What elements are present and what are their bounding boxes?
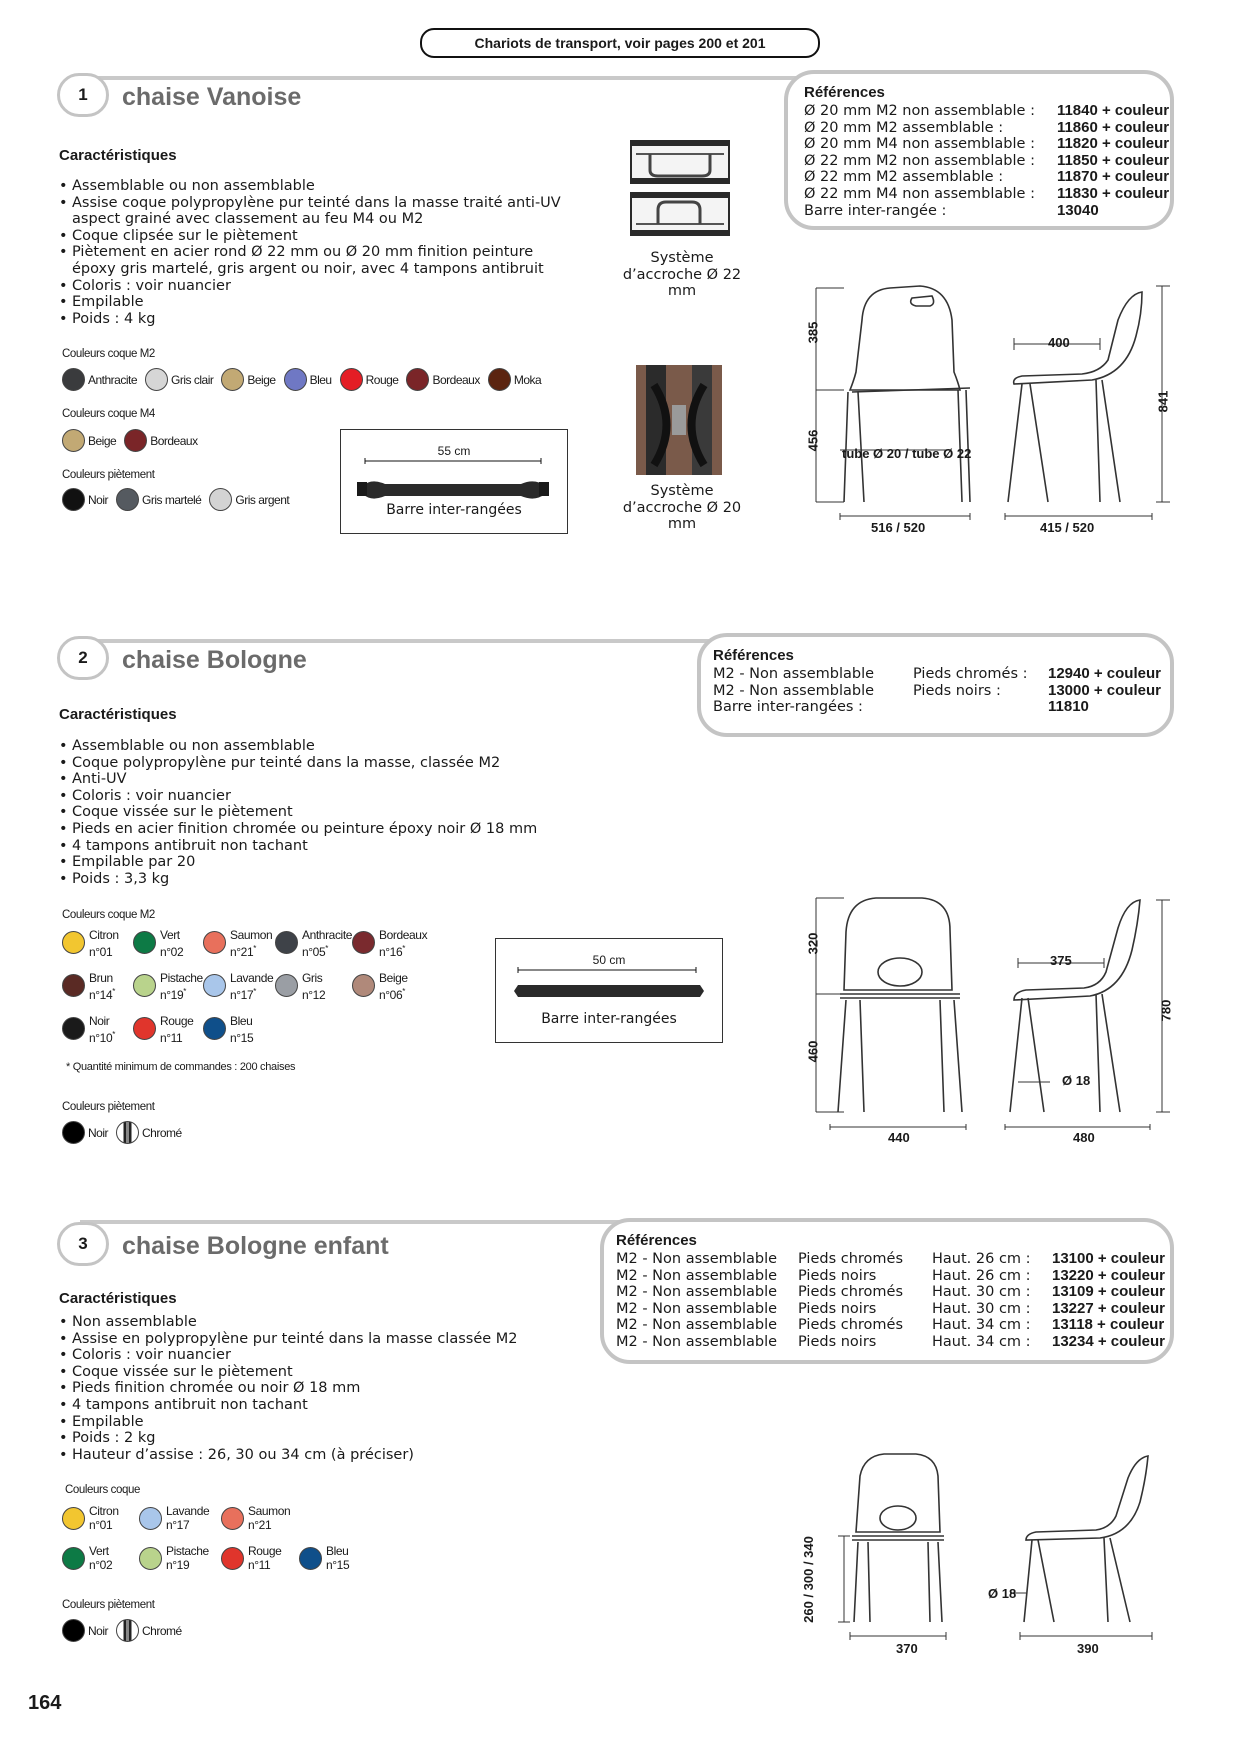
color-name: Lavande: [230, 971, 274, 985]
reference-feet: Pieds noirs: [798, 1267, 877, 1284]
feature-item: • Assemblable ou non assemblable: [59, 738, 619, 755]
reference-code: 13220 + couleur: [1052, 1266, 1165, 1284]
reference-feet: Pieds noirs: [798, 1300, 877, 1317]
product-title: chaise Vanoise: [122, 83, 302, 111]
feature-item: • Pieds en acier finition chromée ou peinture époxy noir Ø 18 mm: [59, 821, 619, 838]
shell-colors-title: Couleurs coque: [65, 1484, 140, 1496]
color-name: Chromé: [142, 1125, 182, 1140]
color-swatch[interactable]: [62, 931, 85, 954]
chair-bologne-drawing: [800, 890, 1190, 1130]
min-order-star: *: [253, 987, 256, 996]
dim-390: 390: [1077, 1641, 1099, 1656]
color-name: Brun: [89, 971, 113, 985]
page-number: 164: [28, 1692, 62, 1714]
reference-code: 11850 + couleur: [1056, 151, 1170, 169]
reference-desc: Ø 20 mm M2 non assemblable :: [804, 103, 1035, 119]
references-title: Références: [616, 1232, 697, 1249]
color-name: Noir: [89, 1014, 110, 1028]
color-swatch-cell[interactable]: [133, 1014, 193, 1045]
shell-colors-title: Couleurs coque M2: [62, 909, 155, 921]
color-swatch-cell[interactable]: [275, 928, 352, 959]
color-swatch[interactable]: [62, 974, 85, 997]
reference-feet: Pieds noirs: [798, 1333, 877, 1350]
section-divider: [80, 76, 820, 80]
color-swatch-cell[interactable]: [133, 971, 203, 1002]
feature-item: • Assise coque polypropylène pur teinté dans la masse traité anti-UV aspect grainé avec classement au feu M4 ou M2: [59, 195, 569, 228]
color-swatch[interactable]: [62, 1619, 85, 1642]
reference-code: 13109 + couleur: [1052, 1283, 1165, 1301]
reference-row: [713, 683, 1161, 700]
section-number: 2: [57, 636, 109, 680]
feature-item: • Coque polypropylène pur teinté dans la masse, classée M2: [59, 755, 619, 772]
color-swatch[interactable]: [221, 1507, 244, 1530]
reference-code: 11830 + couleur: [1056, 184, 1170, 202]
reference-row: [804, 153, 1169, 170]
reference-row: [713, 666, 1161, 683]
reference-feet: Pieds chromés: [798, 1251, 904, 1267]
reference-model: M2 - Non assemblable: [713, 682, 875, 699]
color-swatch-cell[interactable]: [133, 928, 183, 959]
color-name: Noir: [88, 1623, 109, 1638]
color-swatch[interactable]: [275, 931, 298, 954]
reference-height: Haut. 30 cm :: [932, 1284, 1031, 1301]
hook-20mm-caption: Système d’accroche Ø 20 mm: [622, 483, 742, 533]
reference-code: 13040: [1056, 201, 1099, 219]
feature-item: • Empilable par 20: [59, 854, 619, 871]
references-table: [713, 666, 1161, 716]
color-name: Gris argent: [235, 492, 290, 507]
frame-swatches: [62, 488, 297, 511]
minimum-order-note: * Quantité minimum de commandes : 200 chaises: [66, 1061, 296, 1073]
color-swatch[interactable]: [145, 368, 168, 391]
color-swatch-cell[interactable]: [139, 1544, 209, 1572]
color-swatch[interactable]: [116, 1121, 139, 1144]
dim-400: 400: [1048, 335, 1070, 350]
color-ref: n°11: [248, 1558, 271, 1572]
reference-code: 11870 + couleur: [1056, 168, 1170, 186]
frame-colors-title: Couleurs piètement: [62, 469, 155, 481]
color-swatch[interactable]: [352, 974, 375, 997]
color-name: Vert: [89, 1544, 109, 1558]
color-name: Saumon: [248, 1504, 291, 1518]
features-list: [59, 738, 619, 887]
reference-desc: Ø 22 mm M2 non assemblable :: [804, 152, 1035, 169]
color-name: Rouge: [160, 1014, 194, 1028]
bar-length: 55 cm: [437, 444, 471, 458]
color-swatch[interactable]: [209, 488, 232, 511]
characteristics-heading: Caractéristiques: [59, 1290, 177, 1307]
header-note[interactable]: Chariots de transport, voir pages 200 et 201: [420, 28, 820, 58]
product-title: chaise Bologne enfant: [122, 1232, 389, 1260]
min-order-star: *: [183, 987, 186, 996]
dim-18: Ø 18: [1062, 1073, 1091, 1088]
features-list: [59, 1314, 619, 1463]
reference-row: [804, 186, 1169, 203]
references-box: [600, 1218, 1174, 1364]
color-ref: n°02: [89, 1558, 113, 1572]
reference-code: 13100 + couleur: [1052, 1250, 1165, 1267]
color-name: Noir: [88, 492, 109, 507]
min-order-star: *: [402, 987, 405, 996]
reference-row: [616, 1334, 1165, 1351]
section-number: 1: [57, 73, 109, 117]
dim-tube: tube Ø 20 / tube Ø 22: [842, 446, 972, 461]
hook-22mm-image: [630, 140, 730, 236]
reference-row: [804, 103, 1169, 120]
reference-model: M2 - Non assemblable: [616, 1300, 778, 1317]
dim-height: 260 / 300 / 340: [800, 1536, 816, 1623]
color-name: Noir: [88, 1125, 109, 1140]
color-swatch-cell[interactable]: [139, 1504, 209, 1532]
references-box: [697, 633, 1174, 737]
color-ref: n°06: [379, 988, 403, 1002]
reference-desc: Ø 20 mm M4 non assemblable :: [804, 136, 1035, 153]
references-title: Références: [804, 84, 885, 101]
reference-code: 11840 + couleur: [1056, 102, 1170, 119]
color-swatch[interactable]: [340, 368, 363, 391]
reference-feet: Pieds chromés: [798, 1284, 904, 1301]
row-bar-box: [495, 938, 723, 1043]
color-name: Citron: [89, 928, 119, 942]
reference-model: M2 - Non assemblable: [616, 1251, 778, 1267]
color-swatch[interactable]: [488, 368, 511, 391]
color-swatch-cell[interactable]: [62, 1504, 119, 1532]
reference-model: M2 - Non assemblable: [616, 1317, 778, 1334]
reference-height: Haut. 34 cm :: [932, 1333, 1031, 1350]
section-divider: [80, 639, 740, 643]
color-ref: n°21: [248, 1518, 272, 1532]
color-ref: n°14: [89, 988, 113, 1002]
references-table: [616, 1251, 1165, 1351]
reference-height: Haut. 26 cm :: [932, 1251, 1031, 1267]
characteristics-heading: Caractéristiques: [59, 706, 177, 723]
color-ref: n°15: [326, 1558, 350, 1572]
color-name: Pistache: [166, 1544, 209, 1558]
color-swatch-cell[interactable]: [62, 971, 115, 1002]
feature-item: • Poids : 3,3 kg: [59, 871, 619, 888]
feature-item: • Non assemblable: [59, 1314, 619, 1331]
min-order-star: *: [402, 944, 405, 953]
dim-516: 516 / 520: [871, 520, 926, 535]
color-swatch-cell[interactable]: [221, 1544, 281, 1572]
reference-code: 13118 + couleur: [1052, 1316, 1165, 1334]
reference-code: 11860 + couleur: [1056, 118, 1170, 136]
chair-vanoise-drawing: [800, 280, 1190, 550]
color-swatch[interactable]: [62, 1547, 85, 1570]
color-swatch[interactable]: [124, 429, 147, 452]
reference-row: [713, 699, 1161, 716]
feature-item: • Hauteur d’assise : 26, 30 ou 34 cm (à préciser): [59, 1447, 619, 1464]
feature-item: • Pieds finition chromée ou noir Ø 18 mm: [59, 1380, 619, 1397]
section-divider: [80, 1220, 650, 1224]
color-swatch[interactable]: [352, 931, 375, 954]
dim-415: 415 / 520: [1040, 520, 1095, 535]
reference-row: [616, 1268, 1165, 1285]
reference-model: Barre inter-rangées :: [713, 699, 863, 716]
reference-desc: Ø 22 mm M4 non assemblable :: [804, 185, 1035, 202]
reference-row: [804, 203, 1169, 220]
reference-feet: [913, 699, 1048, 716]
feature-item: • Piètement en acier rond Ø 22 mm ou Ø 20 mm finition peinture époxy gris martelé, gris argent ou noir, avec 4 tampons antibruit: [59, 244, 569, 277]
color-swatch-cell[interactable]: [352, 928, 427, 959]
reference-desc: Ø 20 mm M2 assemblable :: [804, 119, 1004, 136]
feature-item: • Coque clipsée sur le piètement: [59, 228, 569, 245]
dim-841: 841: [1155, 390, 1171, 413]
color-swatch[interactable]: [406, 368, 429, 391]
feature-item: • Assise en polypropylène pur teinté dans la masse classée M2: [59, 1331, 619, 1348]
reference-row: [616, 1301, 1165, 1318]
color-ref: n°01: [89, 1518, 113, 1532]
color-ref: n°19: [166, 1558, 190, 1572]
reference-height: Haut. 34 cm :: [932, 1317, 1031, 1334]
reference-code: 11810: [1048, 698, 1089, 716]
color-swatch[interactable]: [139, 1547, 162, 1570]
reference-code: 13227 + couleur: [1052, 1299, 1165, 1317]
color-name: Beige: [247, 372, 276, 387]
dim-780: 780: [1158, 999, 1174, 1022]
color-ref: n°17: [230, 988, 254, 1002]
feature-item: • Empilable: [59, 1414, 619, 1431]
color-ref: n°15: [230, 1031, 254, 1045]
color-name: Vert: [160, 928, 180, 942]
reference-feet: Pieds chromés: [798, 1317, 904, 1334]
frame-swatches: [62, 1619, 190, 1642]
reference-model: M2 - Non assemblable: [616, 1284, 778, 1301]
color-swatch-cell[interactable]: [62, 1014, 115, 1045]
dim-370: 370: [896, 1641, 918, 1656]
dim-385: 385: [805, 321, 821, 344]
feature-item: • Poids : 4 kg: [59, 311, 569, 328]
color-swatch[interactable]: [275, 974, 298, 997]
reference-code: 13234 + couleur: [1052, 1332, 1165, 1350]
color-name: Bleu: [326, 1544, 349, 1558]
feature-item: • 4 tampons antibruit non tachant: [59, 838, 619, 855]
color-name: Beige: [88, 433, 117, 448]
color-swatch-cell[interactable]: [299, 1544, 349, 1572]
color-swatch[interactable]: [62, 1017, 85, 1040]
feature-item: • Assemblable ou non assemblable: [59, 178, 569, 195]
color-name: Bordeaux: [432, 372, 480, 387]
characteristics-heading: Caractéristiques: [59, 147, 177, 164]
color-swatch[interactable]: [203, 1017, 226, 1040]
min-order-star: *: [253, 944, 256, 953]
feature-item: • Anti-UV: [59, 771, 619, 788]
color-name: Moka: [513, 372, 542, 387]
color-swatch[interactable]: [299, 1547, 322, 1570]
reference-row: [616, 1317, 1165, 1334]
color-swatch[interactable]: [133, 1017, 156, 1040]
color-swatch[interactable]: [203, 974, 226, 997]
dim-440: 440: [888, 1130, 910, 1145]
shell-m2-colors-title: Couleurs coque M2: [62, 348, 155, 360]
min-order-star: *: [112, 987, 115, 996]
color-name: Beige: [379, 971, 408, 985]
color-ref: n°17: [166, 1518, 190, 1532]
color-name: Bleu: [309, 372, 332, 387]
feature-item: • Poids : 2 kg: [59, 1430, 619, 1447]
color-swatch[interactable]: [221, 1547, 244, 1570]
reference-row: [616, 1251, 1165, 1268]
features-list: [59, 178, 569, 327]
color-swatch[interactable]: [133, 974, 156, 997]
reference-model: M2 - Non assemblable: [713, 666, 875, 682]
color-name: Bordeaux: [150, 433, 198, 448]
section-number: 3: [57, 1222, 109, 1266]
shell-m4-swatches: [62, 429, 206, 452]
color-name: Anthracite: [88, 372, 138, 387]
reference-feet: Pieds chromés :: [913, 666, 1028, 682]
color-name: Gris clair: [171, 372, 214, 387]
color-swatch[interactable]: [62, 1507, 85, 1530]
color-swatch[interactable]: [116, 488, 139, 511]
color-name: Gris martelé: [142, 492, 202, 507]
reference-model: M2 - Non assemblable: [616, 1267, 778, 1284]
color-ref: n°10: [89, 1031, 113, 1045]
feature-item: • Coloris : voir nuancier: [59, 278, 569, 295]
color-name: Gris: [302, 971, 323, 985]
references-title: Références: [713, 647, 794, 664]
color-name: Rouge: [365, 372, 399, 387]
reference-row: [804, 120, 1169, 137]
color-name: Saumon: [230, 928, 273, 942]
color-swatch[interactable]: [133, 931, 156, 954]
bar-label: Barre inter-rangées: [541, 1011, 677, 1027]
color-swatch-cell[interactable]: [203, 1014, 253, 1045]
color-swatch-cell[interactable]: [203, 971, 273, 1002]
color-ref: n°05: [302, 945, 326, 959]
dim-456: 456: [805, 429, 821, 452]
color-ref: n°19: [160, 988, 184, 1002]
reference-row: [804, 136, 1169, 153]
color-ref: n°02: [160, 945, 184, 959]
reference-model: M2 - Non assemblable: [616, 1333, 778, 1350]
dim-18: Ø 18: [988, 1586, 1017, 1601]
color-swatch[interactable]: [221, 368, 244, 391]
shell-m4-colors-title: Couleurs coque M4: [62, 408, 155, 420]
frame-colors-title: Couleurs piètement: [62, 1101, 155, 1113]
color-swatch[interactable]: [62, 1121, 85, 1144]
min-order-star: *: [325, 944, 328, 953]
chair-bologne-enfant-drawing: [800, 1448, 1190, 1648]
references-table: [804, 103, 1169, 219]
color-swatch-cell[interactable]: [203, 928, 272, 959]
hook-22mm-caption: Système d’accroche Ø 22 mm: [622, 250, 742, 300]
hook-20mm-image: [636, 365, 722, 475]
reference-desc: Barre inter-rangée :: [804, 202, 947, 219]
color-swatch[interactable]: [62, 429, 85, 452]
color-ref: n°11: [160, 1031, 183, 1045]
color-name: Bleu: [230, 1014, 253, 1028]
frame-swatches: [62, 1121, 190, 1144]
reference-code: 12940 + couleur: [1048, 665, 1161, 682]
color-name: Pistache: [160, 971, 203, 985]
reference-code: 13000 + couleur: [1048, 681, 1161, 699]
color-ref: n°16: [379, 945, 403, 959]
dim-320: 320: [805, 932, 821, 955]
dim-480: 480: [1073, 1130, 1095, 1145]
color-swatch[interactable]: [139, 1507, 162, 1530]
color-name: Anthracite: [302, 928, 353, 942]
min-order-star: *: [112, 1030, 115, 1039]
color-name: Citron: [89, 1504, 119, 1518]
product-title: chaise Bologne: [122, 646, 307, 674]
reference-height: Haut. 26 cm :: [932, 1267, 1031, 1284]
row-bar-box: [340, 429, 568, 534]
color-swatch[interactable]: [62, 488, 85, 511]
reference-row: [616, 1284, 1165, 1301]
feature-item: • Coque vissée sur le piètement: [59, 804, 619, 821]
color-ref: n°12: [302, 988, 326, 1002]
color-swatch[interactable]: [284, 368, 307, 391]
dim-460: 460: [805, 1040, 821, 1063]
color-swatch-cell[interactable]: [62, 928, 119, 959]
reference-desc: Ø 22 mm M2 assemblable :: [804, 169, 1004, 186]
reference-row: [804, 169, 1169, 186]
color-name: Rouge: [248, 1544, 282, 1558]
color-swatch[interactable]: [203, 931, 226, 954]
feature-item: • Coloris : voir nuancier: [59, 788, 619, 805]
color-swatch-cell[interactable]: [62, 1544, 112, 1572]
reference-feet: Pieds noirs :: [913, 682, 1001, 699]
dim-375: 375: [1050, 953, 1072, 968]
references-box: [784, 70, 1174, 230]
bar-label: Barre inter-rangées: [386, 502, 522, 518]
color-name: Bordeaux: [379, 928, 428, 942]
bar-length: 50 cm: [592, 953, 626, 967]
color-swatch-cell[interactable]: [221, 1504, 290, 1532]
reference-code: 11820 + couleur: [1056, 135, 1170, 153]
color-ref: n°21: [230, 945, 254, 959]
color-name: Chromé: [142, 1623, 182, 1638]
feature-item: • 4 tampons antibruit non tachant: [59, 1397, 619, 1414]
reference-height: Haut. 30 cm :: [932, 1300, 1031, 1317]
feature-item: • Coque vissée sur le piètement: [59, 1364, 619, 1381]
color-swatch-cell[interactable]: [275, 971, 325, 1002]
color-swatch[interactable]: [62, 368, 85, 391]
color-swatch[interactable]: [116, 1619, 139, 1642]
feature-item: • Empilable: [59, 294, 569, 311]
color-swatch-cell[interactable]: [352, 971, 408, 1002]
shell-m2-swatches: [62, 368, 549, 391]
color-ref: n°01: [89, 945, 113, 959]
frame-colors-title: Couleurs piètement: [62, 1599, 155, 1611]
color-name: Lavande: [166, 1504, 210, 1518]
feature-item: • Coloris : voir nuancier: [59, 1347, 619, 1364]
